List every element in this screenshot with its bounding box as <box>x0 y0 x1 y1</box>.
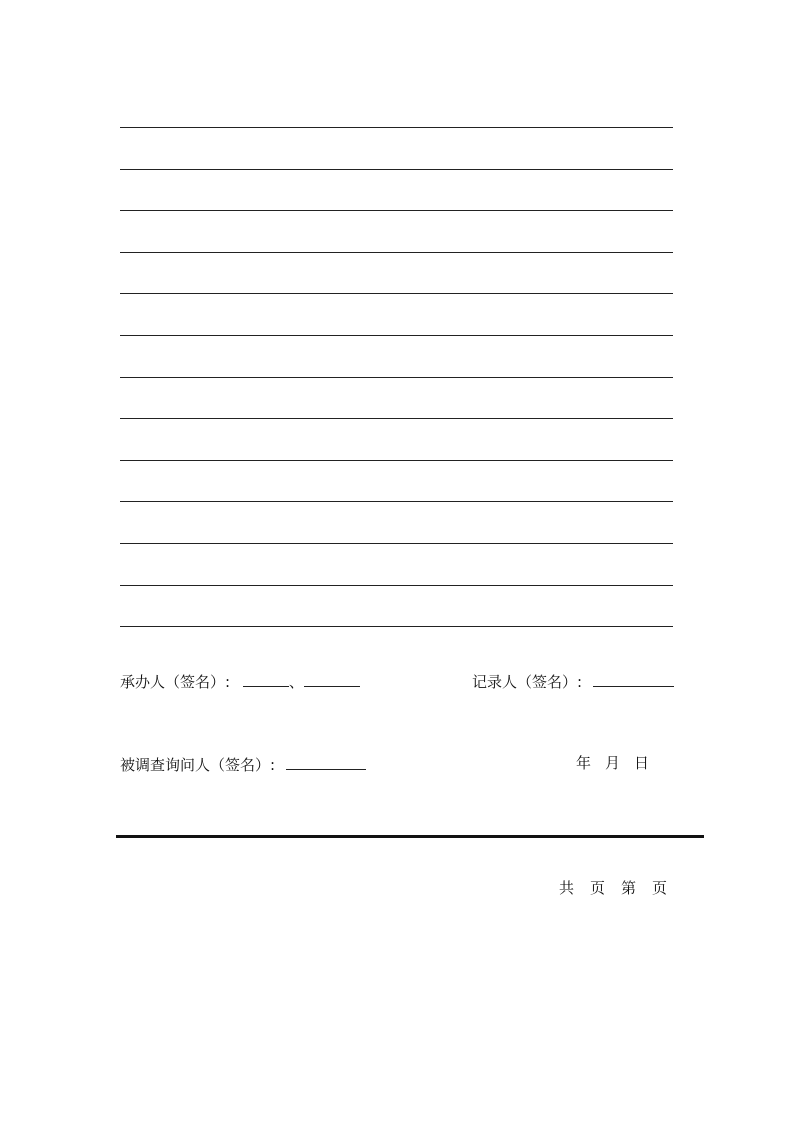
writing-line[interactable] <box>120 377 673 419</box>
investigated-signature-blank[interactable] <box>286 753 366 770</box>
writing-line[interactable] <box>120 626 673 627</box>
recorder-signature <box>472 670 674 692</box>
handler-signature-blank-2[interactable] <box>304 670 360 687</box>
recorder-signature-blank[interactable] <box>593 670 674 687</box>
handler-signature-blank-1[interactable] <box>243 670 289 687</box>
investigated-signature <box>120 753 366 775</box>
footer-divider <box>116 835 704 838</box>
recorder-label: 记录人（签名）: <box>472 673 583 691</box>
writing-line[interactable] <box>120 127 673 169</box>
total-label: 共 <box>559 879 575 897</box>
page-label-2: 页 <box>652 879 668 897</box>
writing-line[interactable] <box>120 293 673 335</box>
writing-line[interactable] <box>120 543 673 585</box>
handler-separator: 、 <box>288 673 304 691</box>
writing-line[interactable] <box>120 585 673 627</box>
writing-lines <box>120 127 673 627</box>
writing-line[interactable] <box>120 460 673 502</box>
current-label: 第 <box>621 879 637 897</box>
writing-line[interactable] <box>120 210 673 252</box>
page-count <box>559 878 667 898</box>
writing-line[interactable] <box>120 252 673 294</box>
handler-signature <box>120 670 360 692</box>
date-month-label: 月 <box>605 754 621 772</box>
page-label-1: 页 <box>590 879 606 897</box>
date-year-label: 年 <box>576 754 592 772</box>
date-day-label: 日 <box>634 754 650 772</box>
handler-label: 承办人（签名）: <box>120 673 231 691</box>
writing-line[interactable] <box>120 418 673 460</box>
date-field <box>576 753 649 773</box>
investigated-label: 被调查询问人（签名）: <box>120 756 276 774</box>
writing-line[interactable] <box>120 169 673 211</box>
writing-line[interactable] <box>120 501 673 543</box>
writing-line[interactable] <box>120 335 673 377</box>
